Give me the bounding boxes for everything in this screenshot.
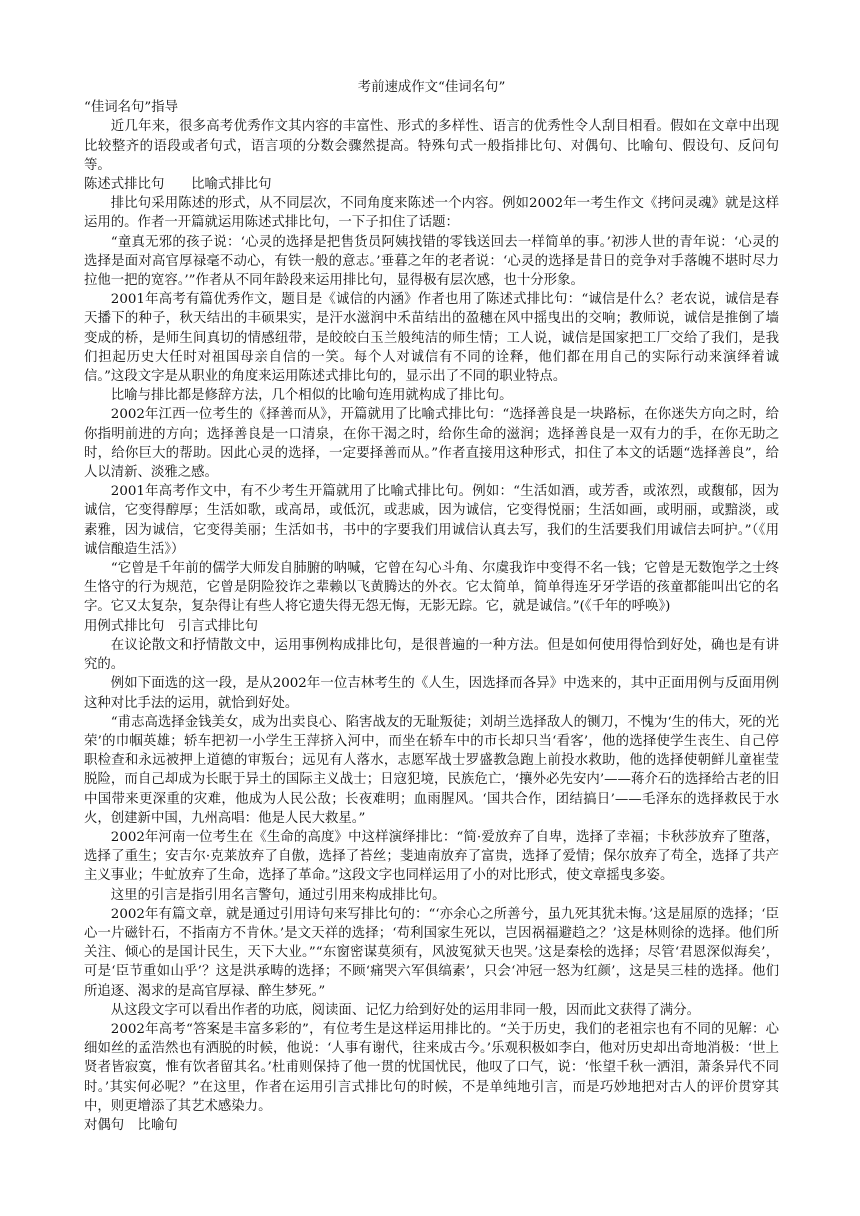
paragraph: 2002年高考“答案是丰富多彩的”，有位考生是这样运用排比的。“关于历史，我们的老祖宗也有不同的见解：心细如丝的孟浩然也有洒脱的时候，他说：‘人事有谢代，往来成古今。’乐观积极如李白，他对历史却出奇地消极：‘世上贤者皆寂寞，惟有饮者留其名。’杜甫则保持了他一贯的忧国忧民，他叹了口气，说：‘怅望千秋一洒泪，萧条异代不同时。’其实何必呢？”在这里，作者在运用引言式排比句的时候，不是单纯地引言，而是巧妙地把对古人的评价贯穿其中，则更增添了其艺术感染力。 [84, 1021, 779, 1114]
section-heading-guide: “佳词名句”指导 [84, 100, 179, 116]
paragraph: 近几年来，很多高考优秀作文其内容的丰富性、形式的多样性、语言的优秀性令人刮目相看。假如在文章中出现比较整齐的语段或者句式，语言项的分数会骤然提高。特殊句式一般指排比句、对偶句、比喻句、假设句、反问句等。 [84, 119, 779, 173]
paragraph: 2002年河南一位考生在《生命的高度》中这样演绎排比：“简·爱放弃了自卑，选择了幸福；卡秋莎放弃了堕落，选择了重生；安吉尔·克莱放弃了自傲，选择了苔丝；斐迪南放弃了富贵，选择了爱情；保尔放弃了苟全，选择了共产主义事业；牛虻放弃了生命，选择了革命。”这段文字也同样运用了小的对比形式，使文章摇曳多姿。 [84, 829, 779, 884]
paragraph: “甫志高选择金钱美女，成为出卖良心、陷害战友的无耻叛徒；刘胡兰选择敌人的铡刀，不愧为‘生的伟大，死的光荣’的巾帼英雄；轿车把初一小学生王萍挤入河中，而坐在轿车中的市长却只当‘看客’，他的选择使学生丧生、自己停职检查和永远被押上道德的审叛台；远见有人落水，志愿军战士罗盛教急跑上前投水救助，他的选择使朝鲜儿童崔莹脱险，而自己却成为长眠于异土的国际主义战士；日寇犯境，民族危亡，‘攘外必先安内’——蒋介石的选择给古老的旧中国带来更深重的灾难，他成为人民公敌；长夜难明；血雨腥风。‘国共合作，团结搞日’——毛泽东的选择救民于水火，创建新中国，九州高唱：他是人民大救星。” [84, 714, 779, 826]
paragraph: 这里的引言是指引用名言警句，通过引用来构成排比句。 [110, 887, 446, 903]
paragraph: 例如下面选的这一段，是从2002年一位吉林考生的《人生，因选择而各异》中选来的，其中正面用例与反面用例这种对比手法的运用，就恰到好处。 [84, 676, 779, 711]
paragraph: 2001年高考有篇优秀作文，题目是《诚信的内涵》作者也用了陈述式排比句：“诚信是什么？老农说，诚信是春天播下的种子，秋天结出的丰硕果实，是汗水滋润中禾苗结出的盈穗在风中摇曳出的交响；教师说，诚信是推倒了墙变成的桥，是师生间真切的情感纽带，是皎皎白玉兰般纯洁的师生情；工人说，诚信是国家把工厂交给了我们，是我们担起历史大任时对祖国母亲自信的一笑。每个人对诚信有不同的诠释，他们都在用自己的实际行动来演绎着诚信。”这段文字是从职业的角度来运用陈述式排比句的，显示出了不同的职业特点。 [84, 292, 779, 385]
document-title: 考前速成作文“佳词名句” [357, 80, 506, 95]
section-heading-example-quotation: 用例式排比句 引言式排比句 [84, 618, 259, 634]
paragraph: 2002年有篇文章，就是通过引用诗句来写排比句的：“‘亦余心之所善兮，虽九死其犹未悔。’这是屈原的选择；‘臣心一片磁针石，不指南方不肯休。’是文天祥的选择；‘苟利国家生死以，岂因祸福避趋之？’这是林则徐的选择。他们所关注、倾心的是国计民生，天下大业。”“东窗密谋莫须有，风波冤狱天也哭。’这是秦桧的选择；尽管‘君恩深似海矣’，可是‘臣节重如山乎’？这是洪承畴的选择；不顾‘痛哭六军俱缟素’，只会‘冲冠一怒为红颜’，这是吴三桂的选择。他们所追逐、渴求的是高官厚禄、醉生梦死。” [84, 906, 779, 999]
document-page [84, 78, 779, 1135]
paragraph: 排比句采用陈述的形式，从不同层次，不同角度来陈述一个内容。例如2002年一考生作文《拷问灵魂》就是这样运用的。作者一开篇就运用陈述式排比句，一下子扣住了话题： [84, 196, 779, 231]
paragraph: “童真无邪的孩子说：‘心灵的选择是把售货员阿姨找错的零钱送回去一样简单的事。’初涉人世的青年说：‘心灵的选择是面对高官厚禄毫不动心，有铁一般的意志。’垂暮之年的老者说：‘心灵的选择是昔日的竞争对手落魄不堪时尽力拉他一把的宽容。’”作者从不同年龄段来运用排比句，显得极有层次感，也十分形象。 [84, 234, 779, 289]
paragraph: 比喻与排比都是修辞方法，几个相似的比喻句连用就构成了排比句。 [110, 388, 513, 404]
section-heading-statement-metaphor: 陈述式排比句 比喻式排比句 [84, 177, 272, 193]
paragraph: 2002年江西一位考生的《择善而从》，开篇就用了比喻式排比句：“选择善良是一块路标，在你迷失方向之时，给你指明前进的方向；选择善良是一口清泉，在你干渴之时，给你生命的滋润；选择善良是一双有力的手，在你无助之时，给你巨大的帮助。因此心灵的选择，一定要择善而从。”作者直接用这种形式，扣住了本文的话题“选择善良”，给人以清新、淡雅之感。 [84, 407, 779, 481]
paragraph: 从这段文字可以看出作者的功底，阅读面、记忆力给到好处的运用非同一般，因而此文获得了满分。 [110, 1002, 700, 1018]
paragraph: 在议论散文和抒情散文中，运用事例构成排比句，是很普遍的一种方法。但是如何使用得恰到好处，确也是有讲究的。 [84, 637, 779, 673]
section-heading-antithesis-simile: 对偶句 比喻句 [84, 1117, 178, 1133]
paragraph: “它曾是千年前的儒学大师发自肺腑的呐喊，它曾在勾心斗角、尔虞我诈中变得不名一钱；它曾是无数饱学之士终生恪守的行为规范，它曾是阴险狡诈之辈赖以飞黄腾达的外衣。它太简单，简单得连牙牙学语的孩童都能叫出它的名字。它又太复杂，复杂得让有些人将它遗失得无怨无悔，无影无踪。它，就是诚信。”(《千年的呼唤》) [84, 561, 779, 615]
paragraph: 2001年高考作文中，有不少考生开篇就用了比喻式排比句。例如：“生活如酒，或芳香，或浓烈，或馥郁，因为诚信，它变得醇厚；生活如歌，或高昂，或低沉，或悲戚，因为诚信，它变得悦丽；生活如画，或明丽，或黯淡，或素雅，因为诚信，它变得美丽；生活如书，书中的字要我们用诚信认真去写，我们的生活要我们用诚信去呵护。”（《用诚信酿造生活》） [84, 484, 779, 557]
